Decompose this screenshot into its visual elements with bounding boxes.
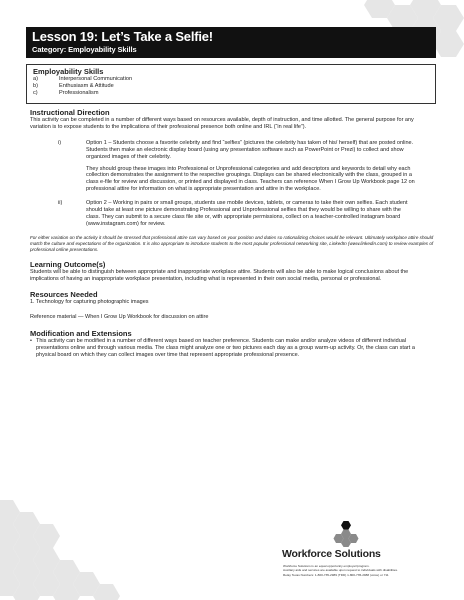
instructional-intro: This activity can be completed in a number of different ways based on resources available, depth of instruction, and time allotted. The general purpose for any variation is to expose students to the implications of their professional presence both online and IRL (“in real life”). <box>30 117 414 130</box>
resources-heading: Resources Needed <box>30 290 98 300</box>
lesson-header <box>26 27 436 58</box>
option-number: ii) <box>58 200 63 207</box>
modification-text: This activity can be modified in a number of different ways based on teacher preference. Students can make and/or analyze videos of different individual presentations online and through various media. The class might analyze one or two pictures each day as a group warm-up activity. Or, the class can start a physical board on which they can collect images over time that represent appropriate professional presence. <box>36 338 415 359</box>
logo-name: Workforce Solutions <box>282 548 381 560</box>
lesson-category: Category: Employability Skills <box>32 45 137 54</box>
lesson-content <box>30 108 434 359</box>
option-2 <box>30 200 434 233</box>
option-1 <box>30 140 434 198</box>
skills-title: Employability Skills <box>33 67 104 76</box>
resource-item: Reference material — When I Grow Up Workbook for discussion on attire <box>30 314 209 321</box>
modification-heading: Modification and Extensions <box>30 329 132 339</box>
skill-item: c) Professionalism <box>33 90 99 96</box>
resource-item: 1. Technology for capturing photographic images <box>30 299 149 306</box>
skills-list <box>33 76 429 97</box>
learning-heading: Learning Outcome(s) <box>30 259 106 269</box>
option-paragraph: Option 2 – Working in pairs or small groups, students use mobile devices, tablets, or cameras to take their own selfies. Each student should take at least one picture demonstrating Professional and Unprofessional selfies that they would be willing to share with the class. They can submit to a secure class file site or, with appropriate permissions, collect on a teacher-controlled instagram board (www.instagram.com) for review. <box>86 200 408 227</box>
option-paragraph: Option 1 – Students choose a favorite celebrity and find “selfies” (pictures the celebrity has taken of his/ herself) that are posted online. Students then make an electronic display board (using any presentation software such as PowerPoint or Prezi) to collect and show organized images of their celebrity. <box>86 139 414 160</box>
footer-fine-print: Workforce Solutions is an equal opportunity employer/program. Auxiliary aids and services are available upon request to individuals with disabilities. Relay Texas Numbers: 1-800-735-2989 (TDD) 1-800-735-2988 (voice) or 711 <box>283 564 398 577</box>
instructional-heading: Instructional Direction <box>30 108 110 117</box>
skills-box <box>26 64 436 104</box>
lesson-title: Lesson 19: Let’s Take a Selfie! <box>32 29 213 44</box>
option-paragraph: They should group these images into Professional or Unprofessional categories and add descriptors and keywords to detail why each collection demonstrates the assignment to the respective groupings. Displays can be shared electronically with the class, grouped in a class e-file for review and discussion, or printed and displayed in class. Teachers can reference When I Grow Up Workbook page 12 on professional attire for information on what is appropriate presentation and attire in the workplace. <box>86 165 415 193</box>
option-number: i) <box>58 139 62 146</box>
learning-text: Students will be able to distinguish between appropriate and inappropriate workplace attire. Students will also be able to make logical conclusions about the implications of having an inappropriate workplace presentation, including what is represented in their own social media, personal or professional. <box>30 268 409 282</box>
skill-item: b) Enthusiasm & Attitude <box>33 83 114 89</box>
bullet-icon: • <box>30 338 32 345</box>
instructional-note: For either variation on the activity it should be stressed that professional attire can vary based on your position and duties so rationalizing choices would be relevant. Ultimately workplace attire should match the culture and expectations of the organization. It is also appropriate to introduce students to the most popular professional networking site, LinkedIn (www.linkedin.com) to review examples of professional online presentations. <box>30 234 434 253</box>
workforce-logo-icon <box>326 521 366 547</box>
skill-item: a) Interpersonal Communication <box>33 76 133 82</box>
